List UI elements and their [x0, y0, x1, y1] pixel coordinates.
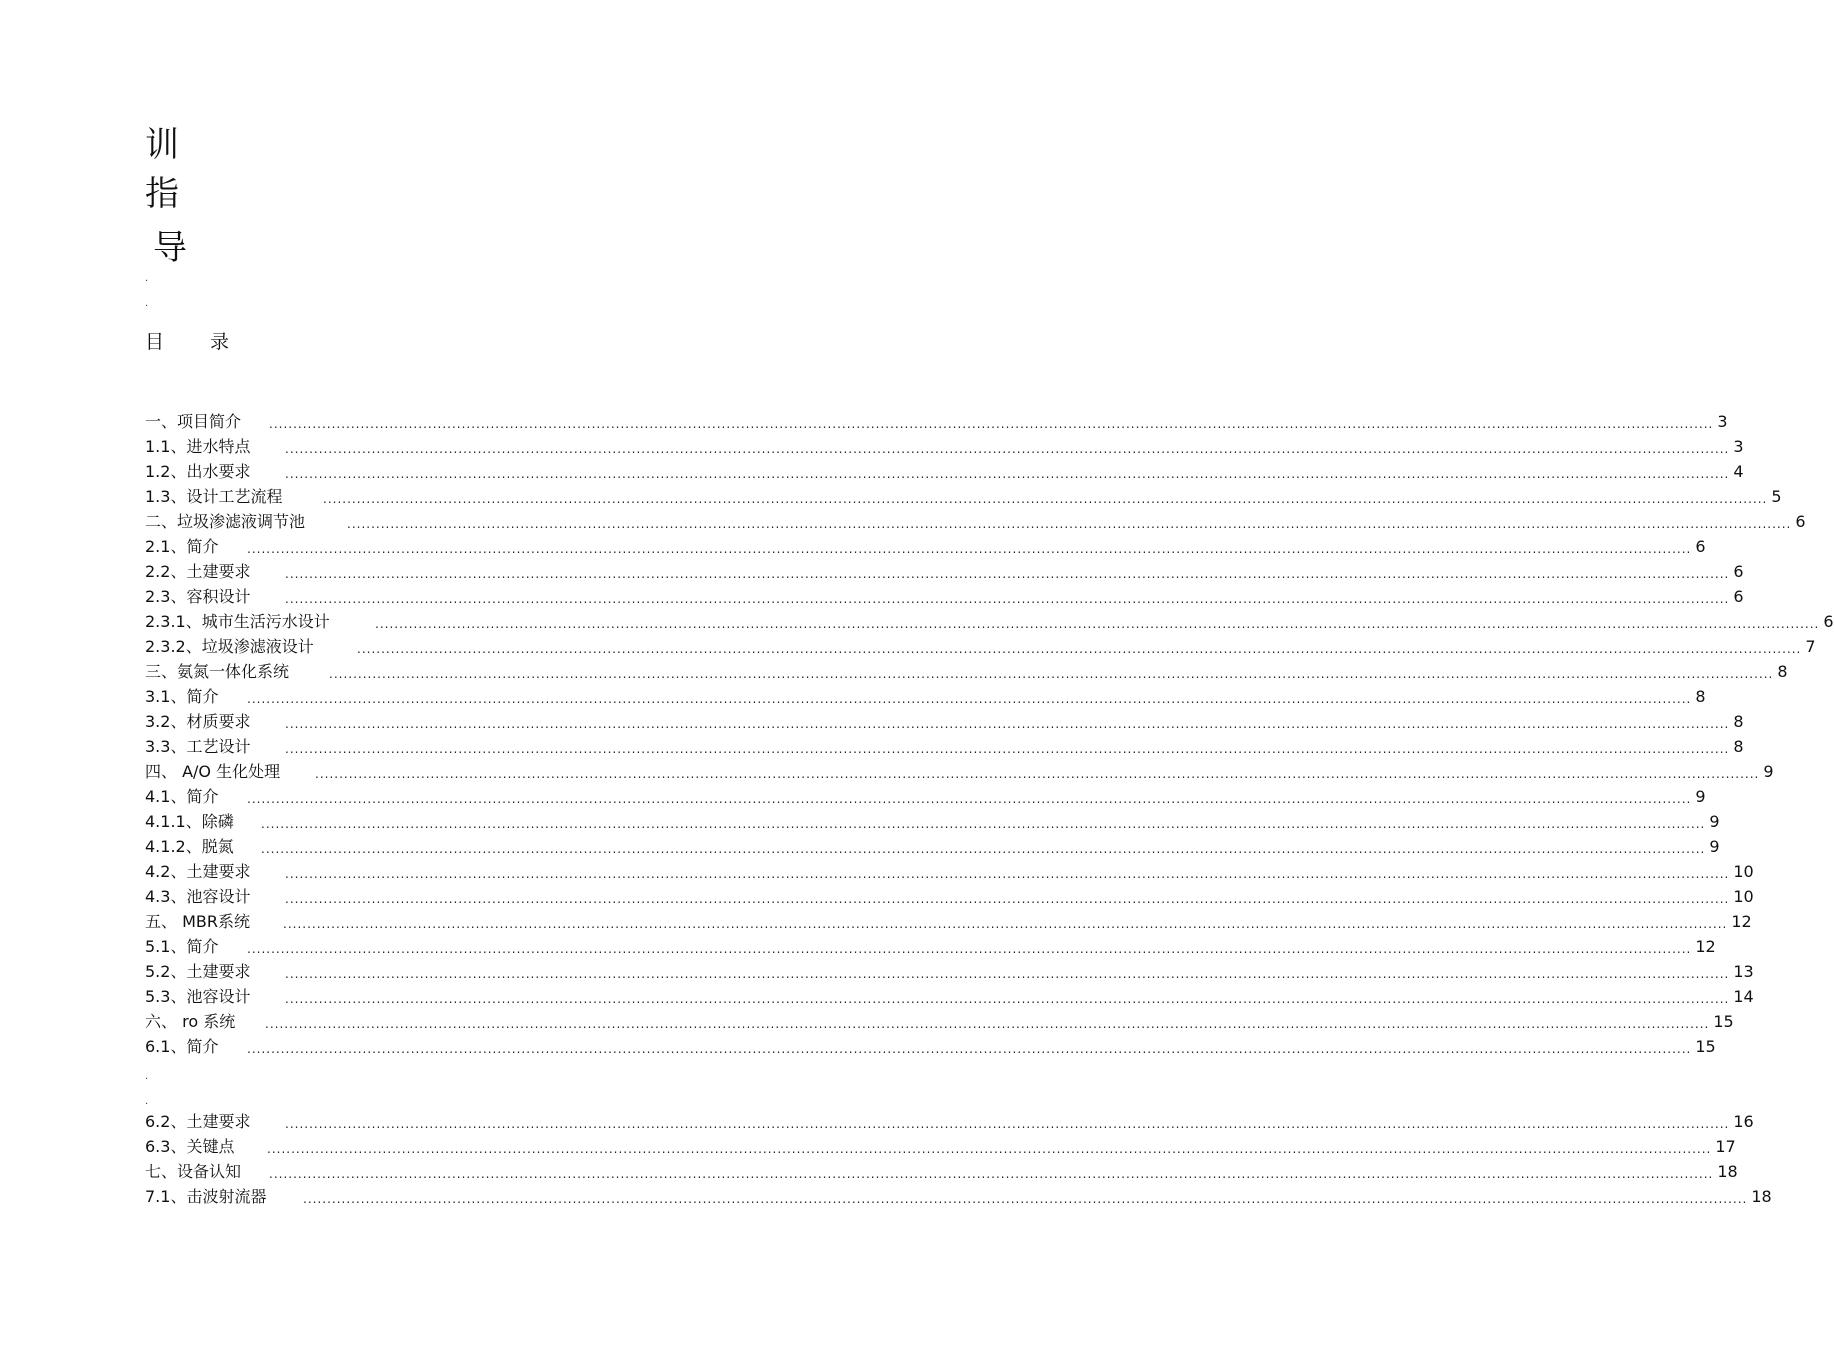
toc-entry[interactable]	[145, 710, 1744, 732]
toc-entry-label: 2.3.1、城市生活污水设计	[145, 612, 330, 631]
toc-leader-dots: ............................................................................................................................................................................................................................................................................................................	[303, 1192, 1748, 1206]
toc-entry-label: 7.1、击波射流器	[145, 1187, 267, 1206]
toc-entry-page: 6	[1795, 512, 1806, 531]
title-char-3: 导	[153, 228, 187, 268]
toc-entry-label: 6.1、简介	[145, 1037, 219, 1056]
toc-entry-label: 4.1.2、脱氮	[145, 837, 234, 856]
toc-entry-label: 3.2、材质要求	[145, 712, 251, 731]
toc-entry[interactable]	[145, 1135, 1736, 1157]
toc-entry-page: 13	[1733, 962, 1754, 981]
toc-entry-page: 6	[1733, 562, 1744, 581]
toc-entry[interactable]	[145, 1110, 1754, 1132]
toc-entry-page: 10	[1733, 862, 1754, 881]
toc-entry-page: 15	[1695, 1037, 1716, 1056]
toc-entry-label: 6.2、土建要求	[145, 1112, 251, 1131]
toc-entry[interactable]	[145, 935, 1716, 957]
toc-leader-dots: ............................................................................................................................................................................................................................................................................................................	[329, 667, 1774, 681]
toc-entry-label: 5.2、土建要求	[145, 962, 251, 981]
toc-entry-page: 18	[1751, 1187, 1772, 1206]
toc-entry-label: 4.2、土建要求	[145, 862, 251, 881]
toc-entry[interactable]	[145, 660, 1788, 682]
toc-entry[interactable]	[145, 785, 1706, 807]
toc-entry-page: 6	[1695, 537, 1706, 556]
toc-entry-label: 五、 MBR系统	[145, 912, 250, 931]
toc-leader-dots: ............................................................................................................................................................................................................................................................................................................	[315, 767, 1760, 781]
title-char-2: 指	[145, 174, 179, 214]
toc-entry-page: 9	[1763, 762, 1774, 781]
page-mark: .	[145, 298, 149, 309]
page-mark: .	[145, 1096, 149, 1107]
toc-entry-page: 8	[1733, 737, 1744, 756]
toc-entry-label: 4.1、简介	[145, 787, 219, 806]
toc-entry[interactable]	[145, 685, 1706, 707]
toc-leader-dots: ............................................................................................................................................................................................................................................................................................................	[247, 1042, 1692, 1056]
toc-leader-dots: ............................................................................................................................................................................................................................................................................................................	[285, 1117, 1730, 1131]
toc-leader-dots: ............................................................................................................................................................................................................................................................................................................	[285, 442, 1730, 456]
toc-leader-dots: ............................................................................................................................................................................................................................................................................................................	[285, 892, 1730, 906]
toc-leader-dots: ............................................................................................................................................................................................................................................................................................................	[269, 1167, 1714, 1181]
toc-entry-label: 2.3、容积设计	[145, 587, 251, 606]
page-mark: .	[145, 1071, 149, 1082]
toc-entry-label: 4.3、池容设计	[145, 887, 251, 906]
toc-entry[interactable]	[145, 760, 1774, 782]
toc-leader-dots: ............................................................................................................................................................................................................................................................................................................	[285, 992, 1730, 1006]
toc-entry[interactable]	[145, 1185, 1772, 1207]
toc-entry[interactable]	[145, 560, 1744, 582]
toc-entry-label: 1.2、出水要求	[145, 462, 251, 481]
toc-leader-dots: ............................................................................................................................................................................................................................................................................................................	[375, 617, 1820, 631]
toc-entry-page: 6	[1733, 587, 1744, 606]
toc-entry[interactable]	[145, 985, 1754, 1007]
toc-entry-page: 12	[1695, 937, 1716, 956]
page-mark: .	[145, 273, 149, 284]
toc-entry-label: 三、氨氮一体化系统	[145, 662, 290, 681]
toc-leader-dots: ............................................................................................................................................................................................................................................................................................................	[347, 517, 1792, 531]
toc-entry-page: 10	[1733, 887, 1754, 906]
toc-leader-dots: ............................................................................................................................................................................................................................................................................................................	[285, 867, 1730, 881]
toc-entry-page: 7	[1805, 637, 1816, 656]
toc-entry[interactable]	[145, 810, 1720, 832]
toc-entry[interactable]	[145, 585, 1744, 607]
toc-entry-page: 6	[1823, 612, 1834, 631]
toc-entry-page: 5	[1771, 487, 1782, 506]
toc-entry-label: 5.1、简介	[145, 937, 219, 956]
toc-entry-page: 9	[1695, 787, 1706, 806]
toc-entry-label: 2.3.2、垃圾渗滤液设计	[145, 637, 314, 656]
toc-entry-page: 8	[1695, 687, 1706, 706]
toc-entry[interactable]	[145, 910, 1752, 932]
toc-leader-dots: ............................................................................................................................................................................................................................................................................................................	[285, 742, 1730, 756]
toc-entry-label: 1.3、设计工艺流程	[145, 487, 283, 506]
toc-entry[interactable]	[145, 435, 1744, 457]
toc-leader-dots: ............................................................................................................................................................................................................................................................................................................	[261, 842, 1706, 856]
toc-entry[interactable]	[145, 410, 1728, 432]
toc-entry[interactable]	[145, 510, 1806, 532]
toc-entry-label: 2.2、土建要求	[145, 562, 251, 581]
toc-leader-dots: ............................................................................................................................................................................................................................................................................................................	[265, 1017, 1710, 1031]
toc-entry[interactable]	[145, 1160, 1738, 1182]
toc-entry[interactable]	[145, 635, 1816, 657]
toc-entry-label: 四、 A/O 生化处理	[145, 762, 281, 781]
toc-entry-page: 3	[1717, 412, 1728, 431]
toc-leader-dots: ............................................................................................................................................................................................................................................................................................................	[247, 792, 1692, 806]
toc-entry[interactable]	[145, 885, 1754, 907]
toc-entry-page: 15	[1713, 1012, 1734, 1031]
toc-leader-dots: ............................................................................................................................................................................................................................................................................................................	[285, 467, 1730, 481]
toc-leader-dots: ............................................................................................................................................................................................................................................................................................................	[267, 1142, 1712, 1156]
toc-entry-page: 4	[1733, 462, 1744, 481]
toc-leader-dots: ............................................................................................................................................................................................................................................................................................................	[323, 492, 1768, 506]
toc-leader-dots: ............................................................................................................................................................................................................................................................................................................	[285, 592, 1730, 606]
toc-leader-dots: ............................................................................................................................................................................................................................................................................................................	[247, 692, 1692, 706]
toc-entry-label: 6.3、关键点	[145, 1137, 235, 1156]
toc-entry-page: 8	[1733, 712, 1744, 731]
toc-entry[interactable]	[145, 735, 1744, 757]
toc-leader-dots: ............................................................................................................................................................................................................................................................................................................	[283, 917, 1728, 931]
toc-entry-page: 12	[1731, 912, 1752, 931]
toc-entry-label: 七、设备认知	[145, 1162, 242, 1181]
toc-entry[interactable]	[145, 835, 1720, 857]
toc-entry-page: 14	[1733, 987, 1754, 1006]
toc-leader-dots: ............................................................................................................................................................................................................................................................................................................	[261, 817, 1706, 831]
toc-entry-label: 2.1、简介	[145, 537, 219, 556]
toc-entry-label: 3.3、工艺设计	[145, 737, 251, 756]
toc-leader-dots: ............................................................................................................................................................................................................................................................................................................	[285, 717, 1730, 731]
toc-leader-dots: ............................................................................................................................................................................................................................................................................................................	[357, 642, 1802, 656]
toc-entry[interactable]	[145, 1010, 1734, 1032]
toc-leader-dots: ............................................................................................................................................................................................................................................................................................................	[285, 567, 1730, 581]
toc-entry-label: 二、垃圾渗滤液调节池	[145, 512, 306, 531]
toc-entry-page: 18	[1717, 1162, 1738, 1181]
toc-entry[interactable]	[145, 860, 1754, 882]
toc-entry-label: 一、项目简介	[145, 412, 242, 431]
toc-entry-page: 8	[1777, 662, 1788, 681]
toc-leader-dots: ............................................................................................................................................................................................................................................................................................................	[247, 542, 1692, 556]
toc-entry[interactable]	[145, 485, 1782, 507]
toc-entry-label: 5.3、池容设计	[145, 987, 251, 1006]
toc-entry-label: 3.1、简介	[145, 687, 219, 706]
toc-entry-page: 9	[1709, 812, 1720, 831]
toc-entry-page: 17	[1715, 1137, 1736, 1156]
toc-leader-dots: ............................................................................................................................................................................................................................................................................................................	[269, 417, 1714, 431]
toc-entry[interactable]	[145, 960, 1754, 982]
toc-entry[interactable]	[145, 610, 1834, 632]
title-char-1: 训	[145, 125, 179, 165]
toc-entry-label: 4.1.1、除磷	[145, 812, 234, 831]
toc-entry-page: 16	[1733, 1112, 1754, 1131]
toc-heading-char: 目	[145, 331, 165, 353]
toc-heading-char: 录	[210, 331, 230, 353]
toc-heading	[145, 330, 229, 354]
toc-entry-page: 9	[1709, 837, 1720, 856]
toc-entry[interactable]	[145, 460, 1744, 482]
toc-leader-dots: ............................................................................................................................................................................................................................................................................................................	[285, 967, 1730, 981]
toc-entry-label: 六、 ro 系统	[145, 1012, 236, 1031]
toc-leader-dots: ............................................................................................................................................................................................................................................................................................................	[247, 942, 1692, 956]
toc-entry-label: 1.1、进水特点	[145, 437, 251, 456]
toc-entry[interactable]	[145, 535, 1706, 557]
toc-entry[interactable]	[145, 1035, 1716, 1057]
toc-entry-page: 3	[1733, 437, 1744, 456]
